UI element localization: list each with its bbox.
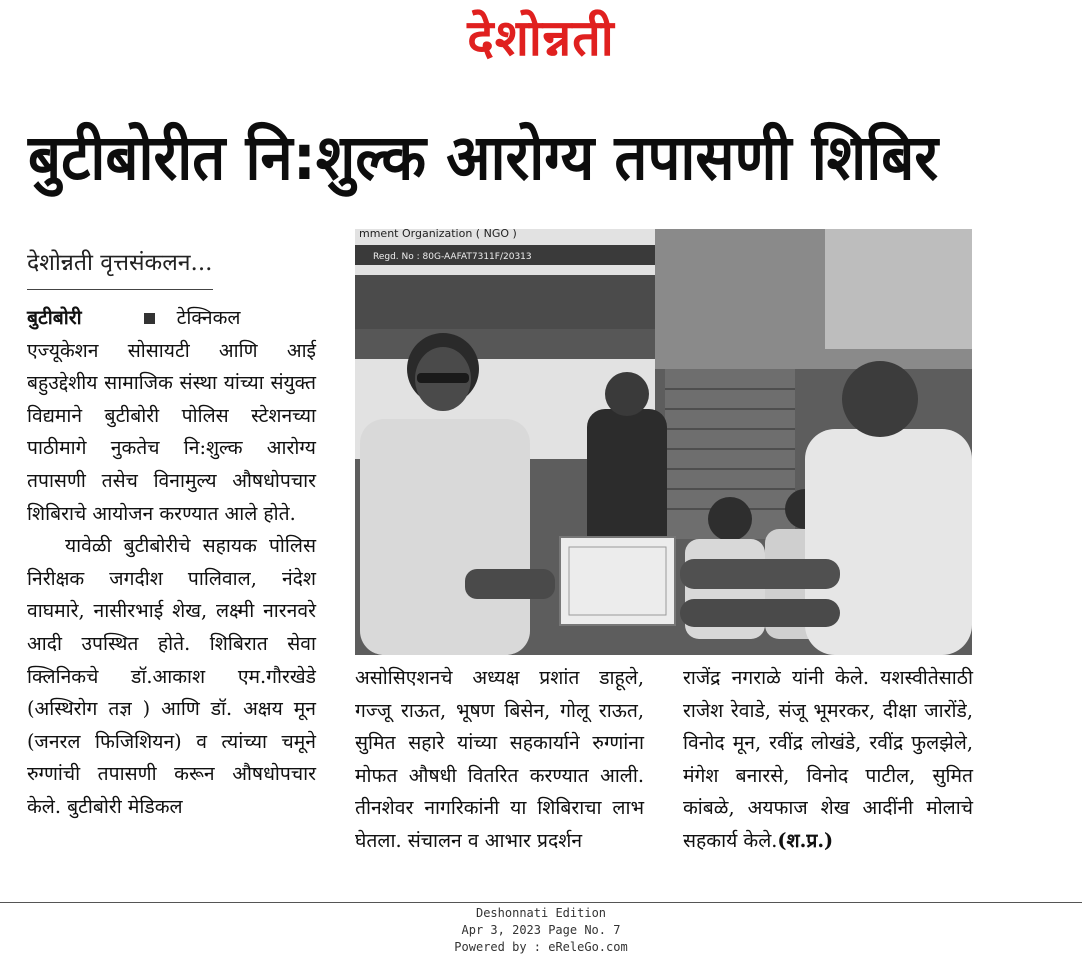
footer-date-page: Apr 3, 2023 Page No. 7	[461, 923, 621, 937]
paragraph-4: राजेंद्र नगराळे यांनी केले. यशस्वीतेसाठी राजेश रेवाडे, संजू भूमरकर, दीक्षा जारोंडे, विनोद मून, रवींद्र लोखंडे, रवींद्र फुलझेले, मंगेश बनारसे, विनोद पाटील, सुमित कांबळे, अयफाज शेख आदींनी मोलाचे सहकार्य केले.	[683, 666, 973, 852]
article-column-2	[355, 662, 644, 858]
signoff: (श.प्र.)	[777, 828, 834, 852]
footer-powered-link[interactable]: Powered by : eReleGo.com	[454, 940, 628, 954]
footer-edition: Deshonnati Edition	[475, 906, 607, 920]
dateline-place: बुटीबोरी	[27, 306, 82, 329]
article-column-1	[27, 302, 316, 824]
banner-text-2: Regd. No : 80G-AAFAT7311F/20313	[373, 252, 532, 262]
paragraph-3: असोसिएशनचे अध्यक्ष प्रशांत डाहूले, गज्जू राऊत, भूषण बिसेन, गोलू राऊत, सुमित सहारे यांच्या सहकार्याने रुग्णांना मोफत औषधी वितरित करण्यात आली. तीनशेवर नागरिकांनी या शिबिराचा लाभ घेतला. संचालन व आभार प्रदर्शन	[355, 666, 644, 852]
byline: देशोन्नती वृत्तसंकलन...	[27, 250, 213, 276]
headline: बुटीबोरीत नि:शुल्क आरोग्य तपासणी शिबिर	[28, 120, 939, 195]
event-photo	[355, 229, 972, 655]
footer-divider	[0, 902, 1082, 903]
dateline-square-icon	[144, 313, 155, 324]
paragraph-2: यावेळी बुटीबोरीचे सहायक पोलिस निरीक्षक जगदीश पालिवाल, नंदेश वाघमारे, नासीरभाई शेख, लक्ष्मी नारनवरे आदी उपस्थित होते. शिबिरात सेवा क्लिनिकचे डॉ.आकाश एम.गौरखेडे (अस्थिरोग तज्ञ ) आणि डॉ. अक्षय मून (जनरल फिजिशियन) व त्यांच्या चमूने रुग्णांची तपासणी करून औषधोपचार केले. बुटीबोरी मेडिकल	[27, 534, 316, 818]
paragraph-1: टेक्निकल एज्यूकेशन सोसायटी आणि आई बहुउद्देशीय सामाजिक संस्था यांच्या संयुक्त विद्यमाने बुटीबोरी पोलिस स्टेशनच्या पाठीमागे नुकतेच नि:शुल्क आरोग्य तपासणी तसेच विनामुल्य औषधोपचार शिबिराचे आयोजन करण्यात आले होते.	[27, 306, 316, 525]
masthead-logo: देशोन्नती	[467, 9, 615, 67]
banner-text-1: mment Organization ( NGO )	[359, 229, 517, 240]
byline-divider	[27, 289, 213, 290]
footer	[0, 905, 1082, 956]
article-column-3	[683, 662, 973, 858]
